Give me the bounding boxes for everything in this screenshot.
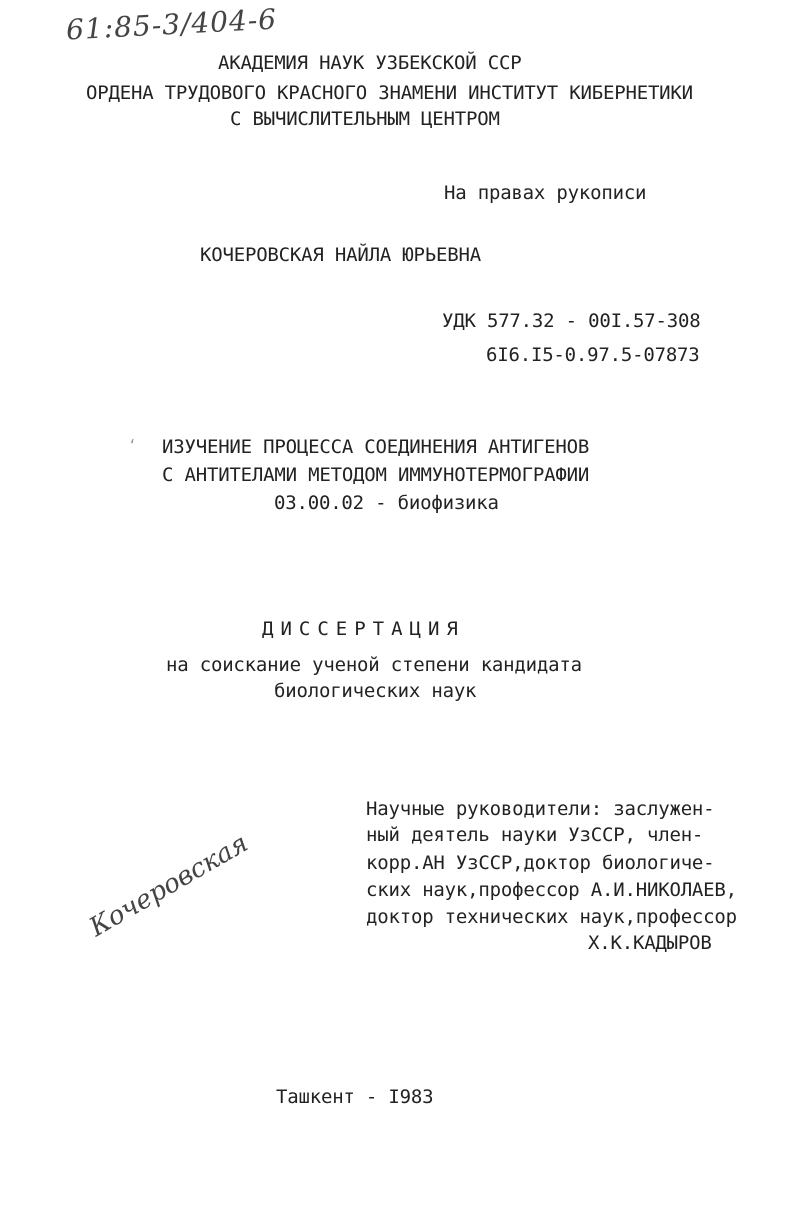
advisors-line-6: Х.К.КАДЫРОВ [588,932,712,954]
advisors-line-2: ный деятель науки УзССР, член- [366,824,704,846]
title-line-1: ИЗУЧЕНИЕ ПРОЦЕССА СОЕДИНЕНИЯ АНТИГЕНОВ [162,436,590,458]
advisors-line-5: доктор технических наук,профессор [366,906,737,928]
degree-line-1: на соискание ученой степени кандидата [166,654,582,676]
stray-mark: ‘ [128,438,137,454]
archive-number: 61:85-3/404-6 [65,2,278,47]
dissertation-heading: ДИССЕРТАЦИЯ [262,618,465,640]
advisors-line-3: корр.АН УзССР,доктор биологиче- [366,852,715,874]
title-line-2: С АНТИТЕЛАМИ МЕТОДОМ ИММУНОТЕРМОГРАФИИ [162,464,590,486]
handwritten-signature: Кочеровская [84,828,254,943]
udc-line-1: УДК 577.32 - 00I.57-308 [442,310,701,332]
advisors-line-4: ских наук,профессор А.И.НИКОЛАЕВ, [366,879,737,901]
header-center: С ВЫЧИСЛИТЕЛЬНЫМ ЦЕНТРОМ [230,108,500,130]
specialty: 03.00.02 - биофизика [274,492,499,514]
advisors-line-1: Научные руководители: заслужен- [366,798,715,820]
header-academy: АКАДЕМИЯ НАУК УЗБЕКСКОЙ ССР [218,52,522,74]
degree-line-2: биологических наук [274,680,477,702]
header-institute: ОРДЕНА ТРУДОВОГО КРАСНОГО ЗНАМЕНИ ИНСТИТУТ КИБЕРНЕТИКИ [86,82,693,104]
author-name: КОЧЕРОВСКАЯ НАЙЛА ЮРЬЕВНА [200,244,481,266]
footer-city-year: Ташкент - I983 [276,1086,434,1108]
manuscript-note: На правах рукописи [444,182,647,204]
udc-line-2: 6I6.I5-0.97.5-07873 [486,344,700,366]
